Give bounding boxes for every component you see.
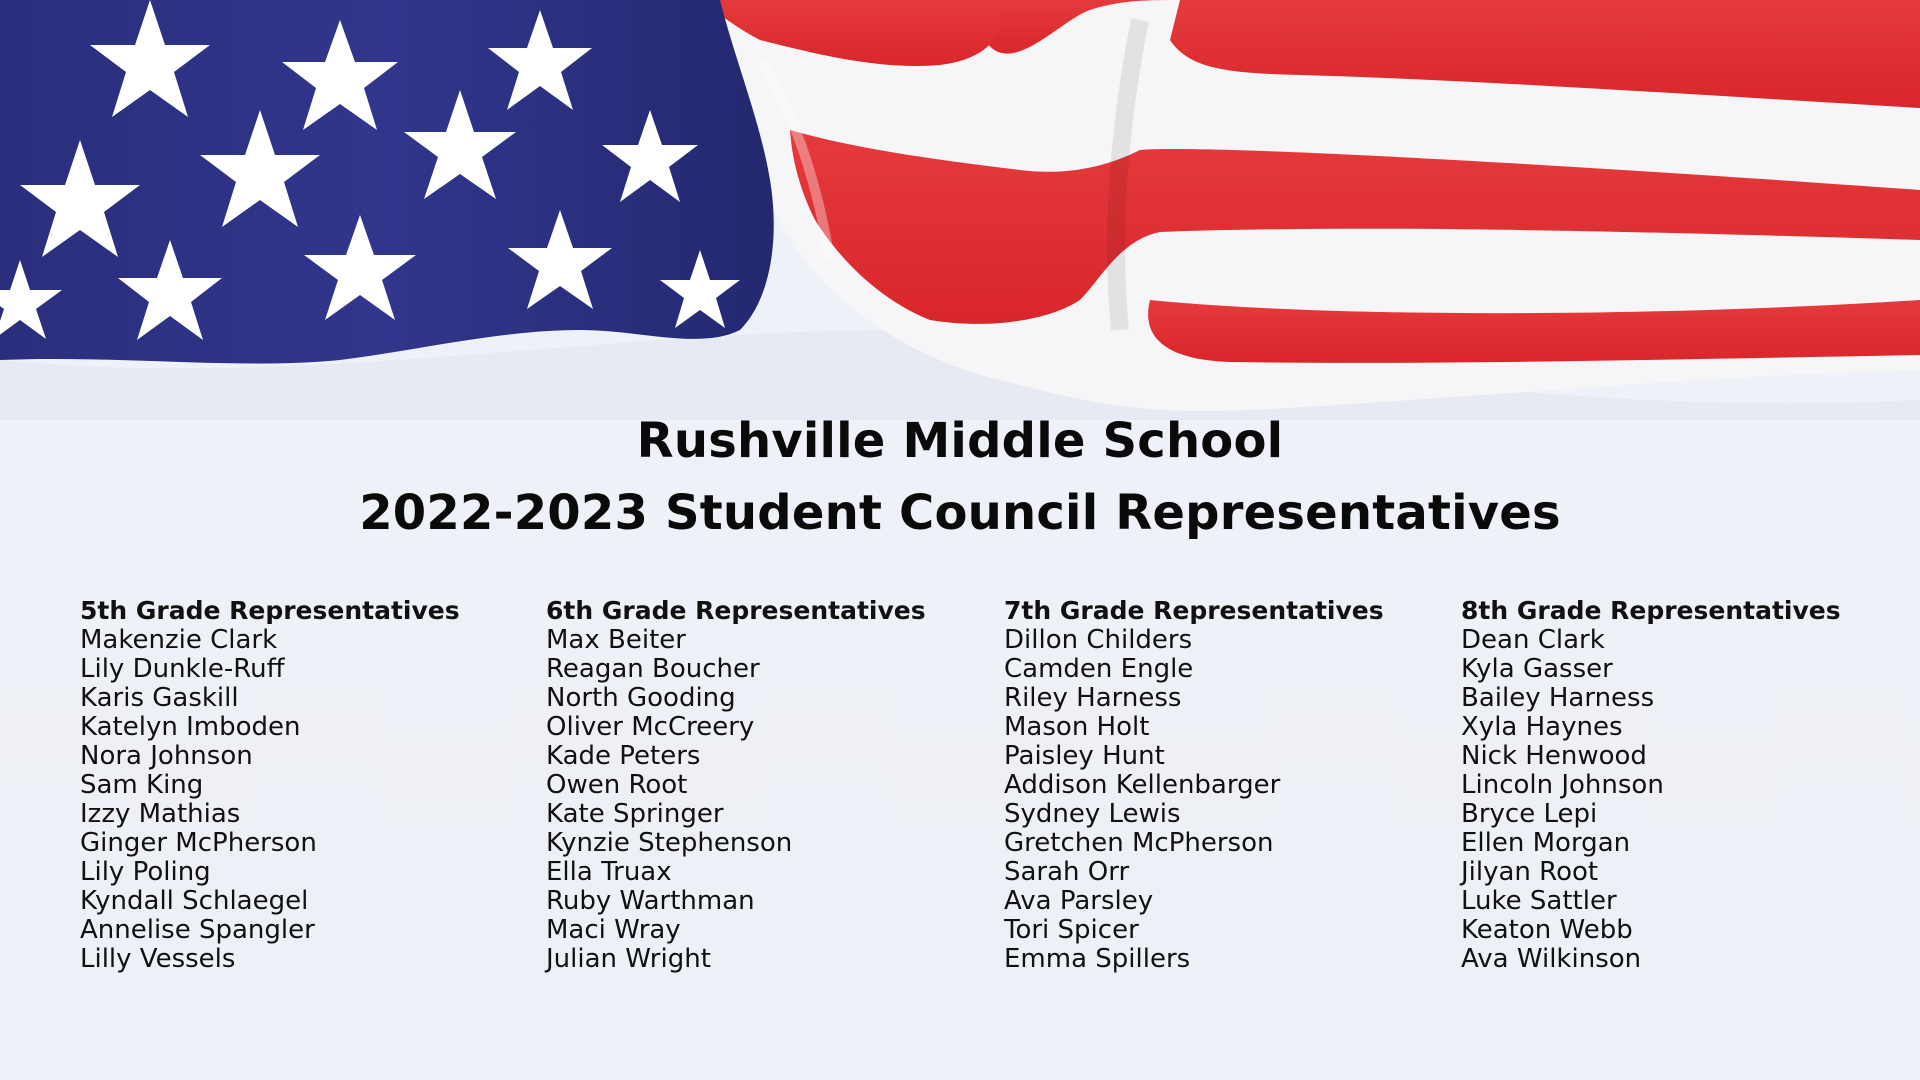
title-block [0,405,1920,549]
list-item: Dean Clark [1461,625,1605,655]
list-item: Jilyan Root [1461,857,1599,887]
list-item: Keaton Webb [1461,915,1633,945]
list-item: Kyla Gasser [1461,654,1613,684]
list-item: Bryce Lepi [1461,799,1598,829]
representatives-columns [0,596,1920,996]
list-item: Paisley Hunt [1004,741,1165,771]
list-item: Nick Henwood [1461,741,1647,771]
list-item: Ava Parsley [1004,886,1154,916]
list-item: Kynzie Stephenson [546,828,793,858]
list-item: Karis Gaskill [80,683,239,713]
list-item: Annelise Spangler [80,915,315,945]
list-item: Maci Wray [546,915,681,945]
list-item: Izzy Mathias [80,799,241,829]
list-item: Tori Spicer [1004,915,1139,945]
list-item: Lily Poling [80,857,211,887]
list-item: Ellen Morgan [1461,828,1631,858]
list-item: Lily Dunkle-Ruff [80,654,285,684]
list-item: Julian Wright [546,944,711,974]
list-item: Oliver McCreery [546,712,755,742]
school-name-heading: Rushville Middle School [636,413,1284,469]
list-item: Makenzie Clark [80,625,278,655]
list-item: Riley Harness [1004,683,1182,713]
list-item: Ella Truax [546,857,672,887]
list-item: Lincoln Johnson [1461,770,1664,800]
grade-7-column [1004,596,1384,974]
list-item: Sam King [80,770,204,800]
grade-5-heading: 5th Grade Representatives [80,596,460,625]
grade-6-column [546,596,926,974]
list-item: Xyla Haynes [1461,712,1623,742]
list-item: Kade Peters [546,741,701,771]
grade-8-heading: 8th Grade Representatives [1461,596,1841,625]
grade-6-name-list [546,626,926,974]
american-flag-banner [0,0,1920,420]
grade-5-column [80,596,460,974]
list-item: Gretchen McPherson [1004,828,1274,858]
list-item: Bailey Harness [1461,683,1655,713]
list-item: Katelyn Imboden [80,712,301,742]
list-item: North Gooding [546,683,736,713]
list-item: Kyndall Schlaegel [80,886,309,916]
list-item: Nora Johnson [80,741,253,771]
grade-7-heading: 7th Grade Representatives [1004,596,1384,625]
list-item: Ginger McPherson [80,828,317,858]
list-item: Max Beiter [546,625,686,655]
list-item: Owen Root [546,770,688,800]
grade-8-column [1461,596,1841,974]
list-item: Luke Sattler [1461,886,1617,916]
list-item: Sydney Lewis [1004,799,1181,829]
list-item: Addison Kellenbarger [1004,770,1281,800]
list-item: Camden Engle [1004,654,1194,684]
list-item: Lilly Vessels [80,944,236,974]
list-item: Dillon Childers [1004,625,1193,655]
grade-7-name-list [1004,626,1384,974]
list-item: Emma Spillers [1004,944,1191,974]
grade-8-name-list [1461,626,1841,974]
list-item: Sarah Orr [1004,857,1130,887]
grade-6-heading: 6th Grade Representatives [546,596,926,625]
list-item: Kate Springer [546,799,724,829]
list-item: Ruby Warthman [546,886,755,916]
grade-5-name-list [80,626,460,974]
list-item: Reagan Boucher [546,654,760,684]
list-item: Mason Holt [1004,712,1150,742]
council-title-heading: 2022-2023 Student Council Representatives [359,485,1561,541]
list-item: Ava Wilkinson [1461,944,1642,974]
